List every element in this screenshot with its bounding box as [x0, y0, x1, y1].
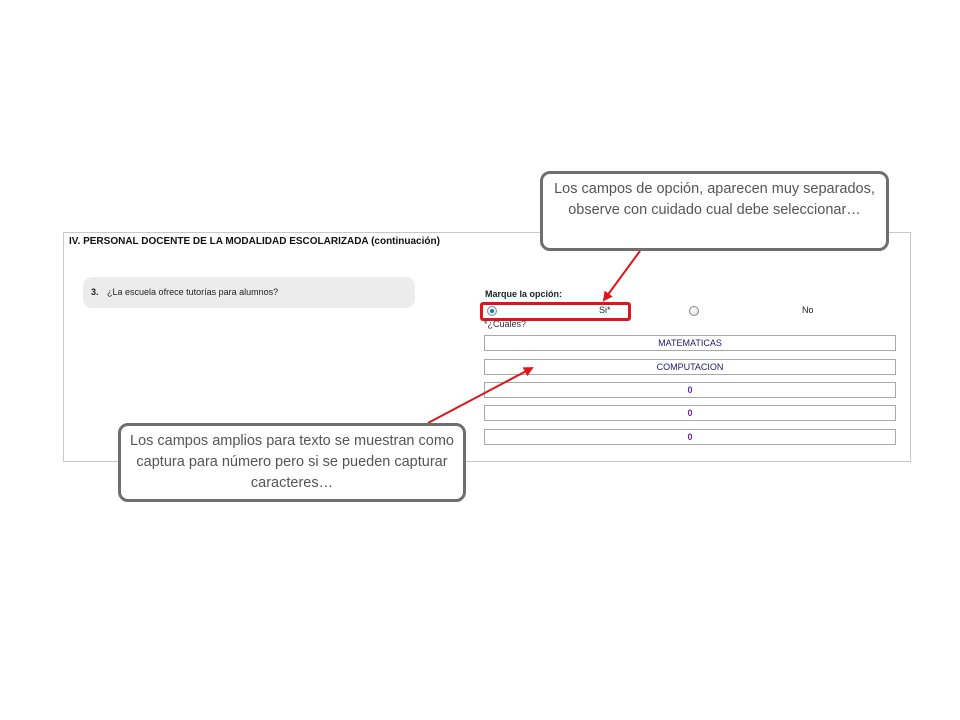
option-instruction: Marque la opción:	[485, 289, 563, 299]
section-title-text: IV. PERSONAL DOCENTE DE LA MODALIDAD ESCOLARIZADA	[69, 236, 369, 247]
arrow-bottom	[428, 368, 532, 423]
cuales-label: *¿Cuales?	[484, 319, 527, 329]
option-yes-label: Si*	[599, 305, 611, 315]
text-field-1[interactable]: MATEMATICAS	[484, 335, 896, 351]
arrow-top	[604, 251, 640, 300]
text-field-2[interactable]: COMPUTACION	[484, 359, 896, 375]
text-field-4[interactable]: 0	[484, 405, 896, 421]
question-number: 3.	[91, 287, 99, 297]
option-no-label: No	[802, 305, 814, 315]
question-text: ¿La escuela ofrece tutorías para alumnos?	[107, 287, 279, 297]
callout-top: Los campos de opción, aparecen muy separados, observe con cuidado cual debe seleccionar…	[540, 171, 889, 251]
callout-bottom: Los campos amplios para texto se muestran como captura para número pero si se pueden capturar caracteres…	[118, 423, 466, 502]
section-continuation: (continuación)	[371, 236, 440, 247]
text-field-3[interactable]: 0	[484, 382, 896, 398]
text-field-5[interactable]: 0	[484, 429, 896, 445]
